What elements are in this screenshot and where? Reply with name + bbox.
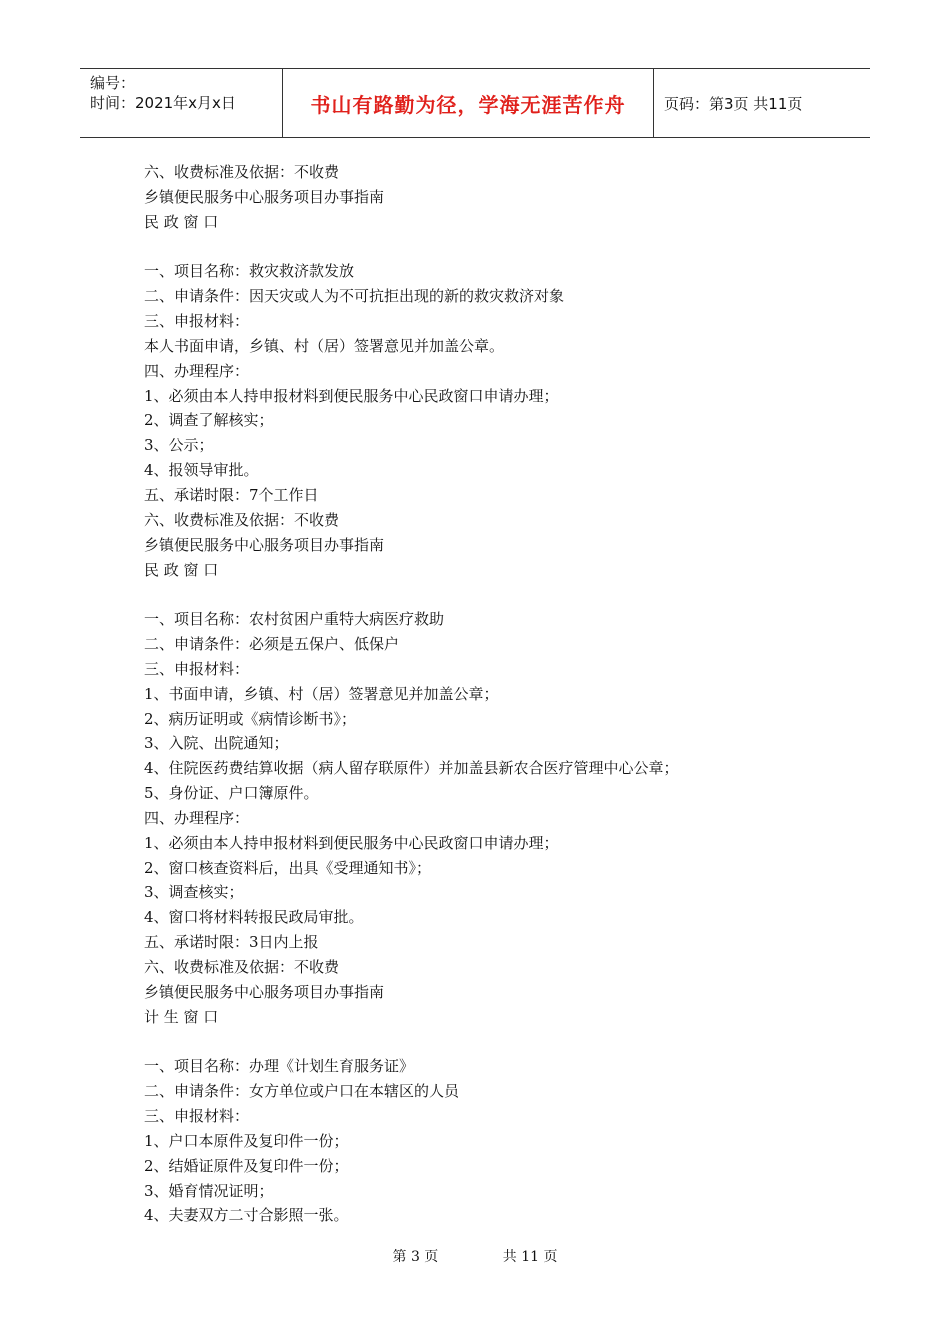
body-line: 2、病历证明或《病情诊断书》；: [144, 709, 357, 728]
body-line: 3、婚育情况证明；: [144, 1181, 274, 1200]
body-line: [144, 1030, 824, 1055]
body-line: 4、窗口将材料转报民政局审批。: [144, 908, 364, 927]
body-line: 计 生 窗 口: [144, 1007, 219, 1026]
body-line: 二、申请条件：女方单位或户口在本辖区的人员: [144, 1082, 460, 1101]
body-line: 六、收费标准及依据：不收费: [144, 163, 340, 181]
body-line: 3、调查核实；: [144, 883, 244, 902]
body-line: 一、项目名称：办理《计划生育服务证》: [144, 1057, 415, 1076]
body-line: 1、必须由本人持申报材料到便民服务中心民政窗口申请办理；: [144, 833, 559, 852]
body-line: 4、报领导审批。: [144, 461, 259, 480]
body-line: 二、申请条件：因天灾或人为不可抗拒出现的新的救灾救济对象: [144, 287, 565, 306]
body-line: 1、必须由本人持申报材料到便民服务中心民政窗口申请办理；: [144, 386, 559, 405]
body-line: 五、承诺时限：7个工作日: [144, 485, 319, 504]
body-line: 民 政 窗 口: [144, 212, 219, 231]
body-line: 一、项目名称：救灾救济款发放: [144, 262, 355, 281]
body-line: 二、申请条件：必须是五保户、低保户: [144, 635, 400, 654]
body-line: 三、申报材料：: [144, 1107, 250, 1126]
body-line: [144, 235, 824, 260]
body-line: 本人书面申请，乡镇、村（居）签署意见并加盖公章。: [144, 336, 505, 355]
body-line: 5、身份证、户口簿原件。: [144, 784, 319, 803]
body-line: 一、项目名称：农村贫困户重特大病医疗救助: [144, 610, 445, 629]
body-line: 2、窗口核查资料后，出具《受理通知书》；: [144, 858, 432, 877]
body-line: [144, 582, 824, 607]
header-page-label: 页码：第3页 共11页: [664, 94, 803, 113]
body-line: 1、书面申请，乡镇、村（居）签署意见并加盖公章；: [144, 684, 499, 703]
footer-page-number: 第 3 页: [392, 1249, 439, 1265]
page-header: [80, 68, 870, 138]
body-line: 五、承诺时限：3日内上报: [144, 933, 319, 952]
body-line: 三、申报材料：: [144, 659, 250, 678]
body-line: 四、办理程序：: [144, 808, 250, 827]
body-line: 3、入院、出院通知；: [144, 734, 289, 753]
body-line: 4、住院医药费结算收据（病人留存联原件）并加盖县新农合医疗管理中心公章；: [144, 759, 679, 778]
document-body: [144, 160, 824, 1228]
body-line: 乡镇便民服务中心服务项目办事指南: [144, 187, 385, 206]
body-line: 2、调查了解核实；: [144, 411, 274, 430]
body-line: 六、收费标准及依据：不收费: [144, 958, 340, 976]
header-motto: 书山有路勤为径，学海无涯苦作舟: [282, 69, 654, 137]
document-time-label: 时间：2021年x月x日: [90, 94, 236, 112]
body-line: 4、夫妻双方二寸合影照一张。: [144, 1206, 349, 1225]
body-line: 三、申报材料：: [144, 312, 250, 331]
body-line: 3、公示；: [144, 436, 214, 455]
header-meta: [80, 69, 282, 137]
body-line: 1、户口本原件及复印件一份；: [144, 1131, 349, 1150]
body-line: 乡镇便民服务中心服务项目办事指南: [144, 982, 385, 1001]
body-line: 乡镇便民服务中心服务项目办事指南: [144, 535, 385, 554]
page-footer: [0, 1246, 950, 1266]
body-line: 四、办理程序：: [144, 361, 250, 380]
body-line: 六、收费标准及依据：不收费: [144, 510, 340, 529]
footer-page-total: 共 11 页: [502, 1249, 558, 1265]
body-line: 民 政 窗 口: [144, 560, 219, 579]
document-number-label: 编号：: [90, 74, 136, 92]
body-line: 2、结婚证原件及复印件一份；: [144, 1156, 349, 1175]
